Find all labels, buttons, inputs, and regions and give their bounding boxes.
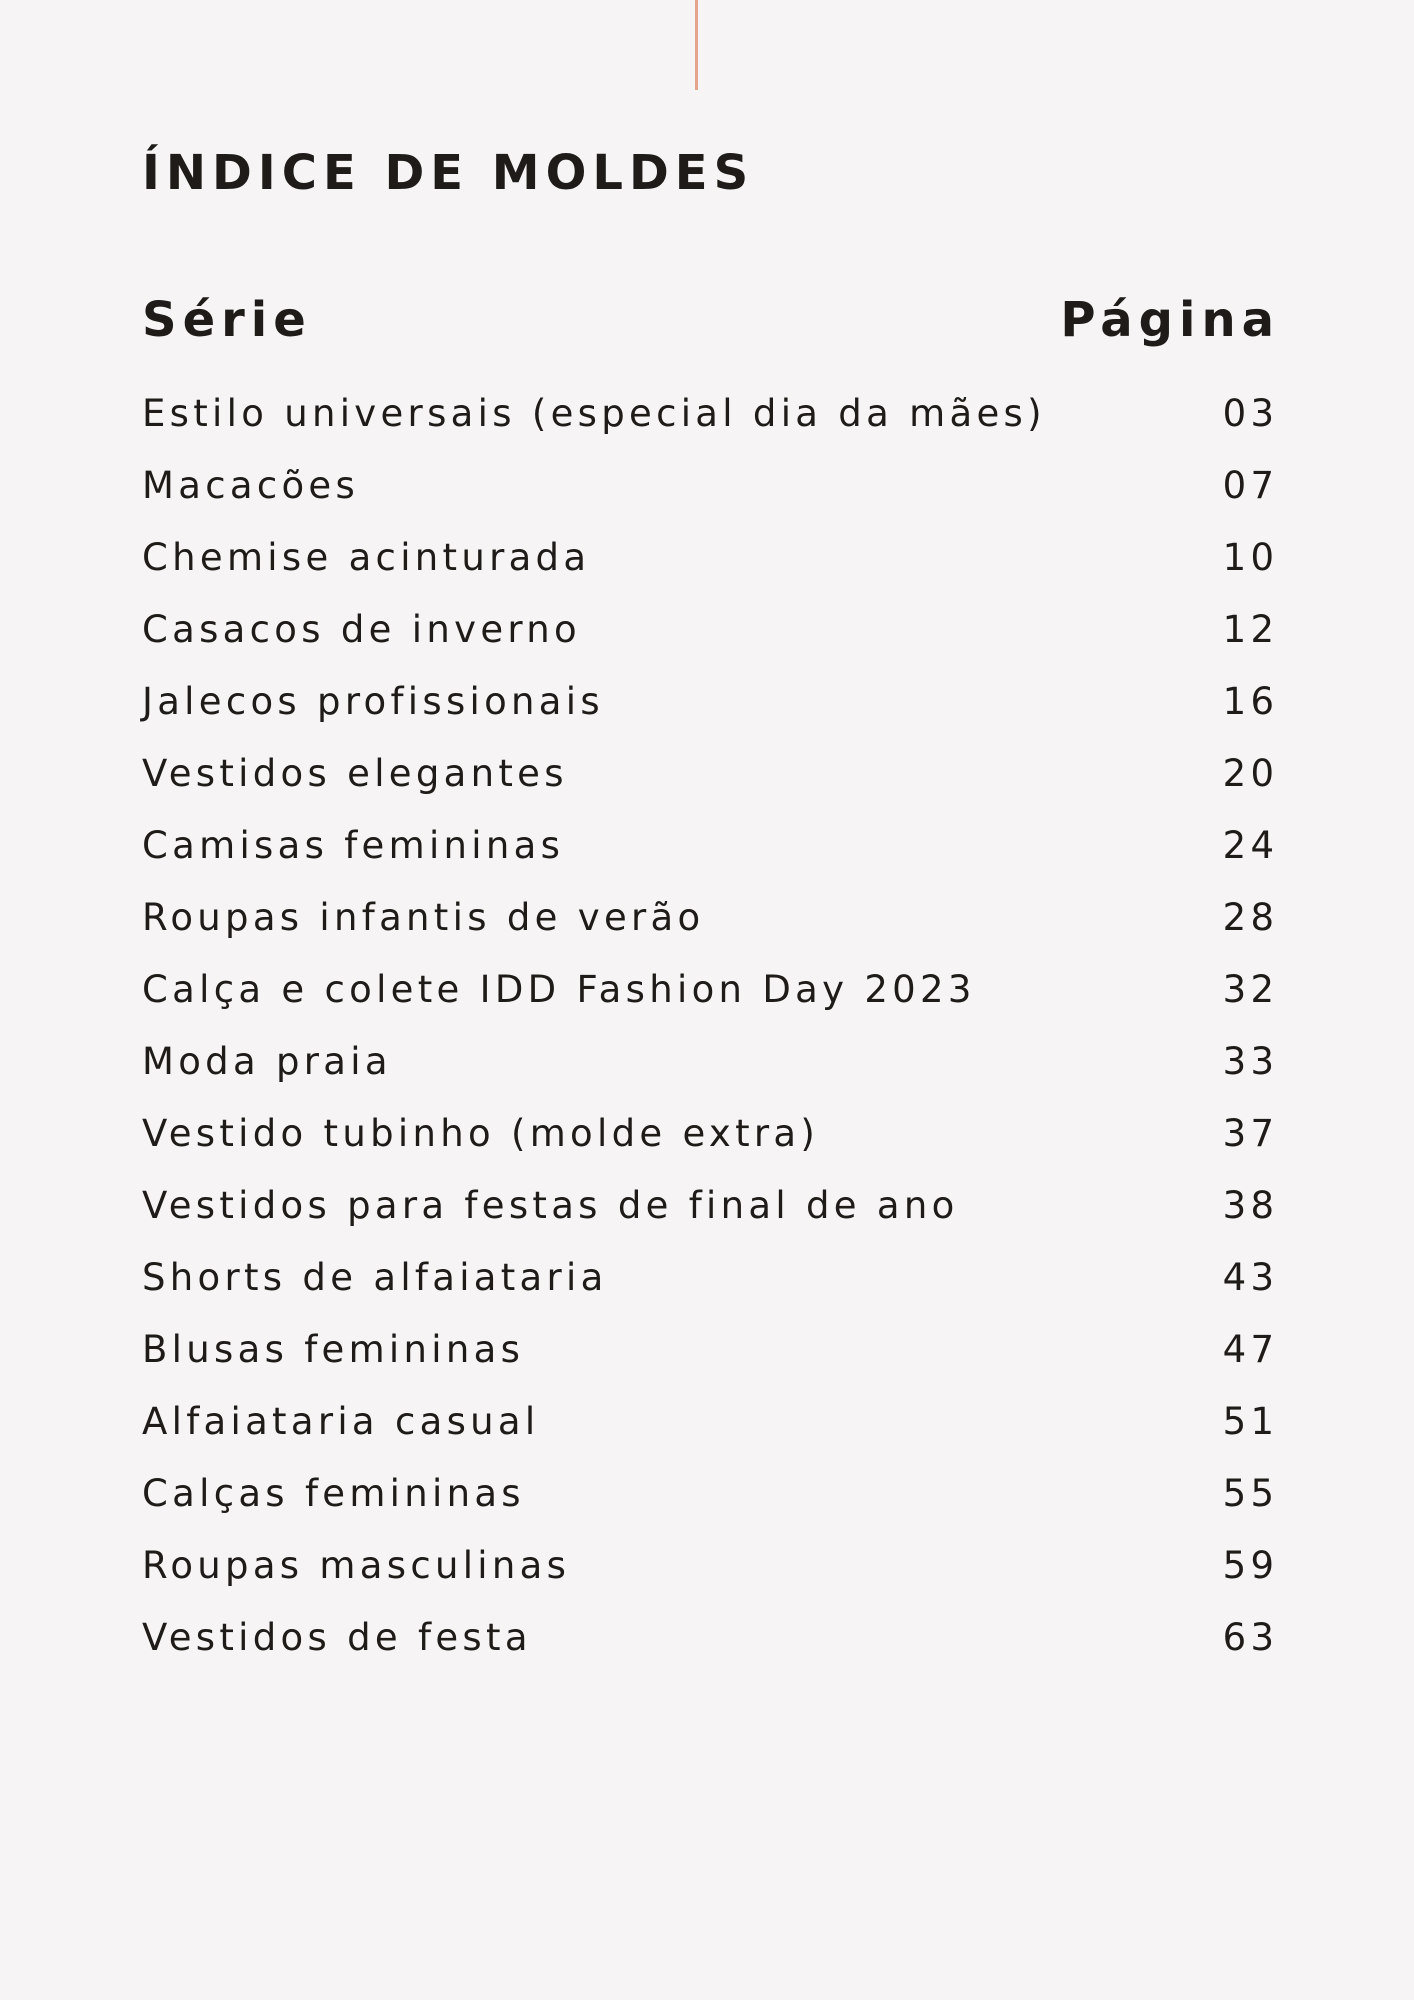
- table-row: [142, 594, 1279, 666]
- table-rows: [142, 378, 1279, 1674]
- index-table: [142, 280, 1280, 1674]
- series-name: Shorts de alfaiataria: [142, 1256, 608, 1299]
- series-name: Vestidos para festas de final de ano: [142, 1184, 959, 1227]
- series-name: Calças femininas: [142, 1472, 525, 1515]
- series-name: Calça e colete IDD Fashion Day 2023: [142, 968, 976, 1011]
- table-row: [142, 1170, 1279, 1242]
- page-number: 07: [1222, 464, 1279, 507]
- table-row: [142, 1602, 1279, 1674]
- page-number: 24: [1222, 824, 1279, 867]
- series-name: Vestido tubinho (molde extra): [142, 1112, 820, 1155]
- series-name: Estilo universais (especial dia da mães): [142, 392, 1046, 435]
- table-row: [142, 954, 1279, 1026]
- page-number: 32: [1222, 968, 1279, 1011]
- page-column-header: Página: [1060, 292, 1280, 348]
- series-column-header: Série: [142, 292, 312, 348]
- page-number: 10: [1222, 536, 1279, 579]
- series-name: Camisas femininas: [142, 824, 565, 867]
- table-row: [142, 738, 1279, 810]
- series-name: Alfaiataria casual: [142, 1400, 540, 1443]
- page-title: ÍNDICE DE MOLDES: [142, 145, 755, 201]
- page-number: 47: [1222, 1328, 1279, 1371]
- series-name: Roupas infantis de verão: [142, 896, 705, 939]
- page-number: 55: [1222, 1472, 1279, 1515]
- page-number: 16: [1222, 680, 1279, 723]
- series-name: Moda praia: [142, 1040, 392, 1083]
- table-row: [142, 1530, 1279, 1602]
- table-row: [142, 1098, 1279, 1170]
- page-number: 03: [1222, 392, 1279, 435]
- table-header: [142, 280, 1280, 360]
- table-row: [142, 810, 1279, 882]
- table-row: [142, 666, 1279, 738]
- series-name: Macacões: [142, 464, 360, 507]
- series-name: Casacos de inverno: [142, 608, 581, 651]
- series-name: Blusas femininas: [142, 1328, 525, 1371]
- table-row: [142, 378, 1279, 450]
- page-number: 33: [1222, 1040, 1279, 1083]
- page-number: 63: [1222, 1616, 1279, 1659]
- page-number: 43: [1222, 1256, 1279, 1299]
- table-row: [142, 522, 1279, 594]
- table-row: [142, 450, 1279, 522]
- table-row: [142, 1314, 1279, 1386]
- page-number: 59: [1222, 1544, 1279, 1587]
- page-number: 37: [1222, 1112, 1279, 1155]
- page-number: 28: [1222, 896, 1279, 939]
- page-number: 12: [1222, 608, 1279, 651]
- table-row: [142, 882, 1279, 954]
- table-row: [142, 1242, 1279, 1314]
- page-number: 38: [1222, 1184, 1279, 1227]
- table-row: [142, 1386, 1279, 1458]
- page-number: 51: [1222, 1400, 1279, 1443]
- table-row: [142, 1458, 1279, 1530]
- page-number: 20: [1222, 752, 1279, 795]
- series-name: Roupas masculinas: [142, 1544, 571, 1587]
- series-name: Vestidos elegantes: [142, 752, 568, 795]
- accent-line: [695, 0, 698, 90]
- series-name: Jalecos profissionais: [142, 680, 604, 723]
- table-row: [142, 1026, 1279, 1098]
- series-name: Vestidos de festa: [142, 1616, 532, 1659]
- series-name: Chemise acinturada: [142, 536, 591, 579]
